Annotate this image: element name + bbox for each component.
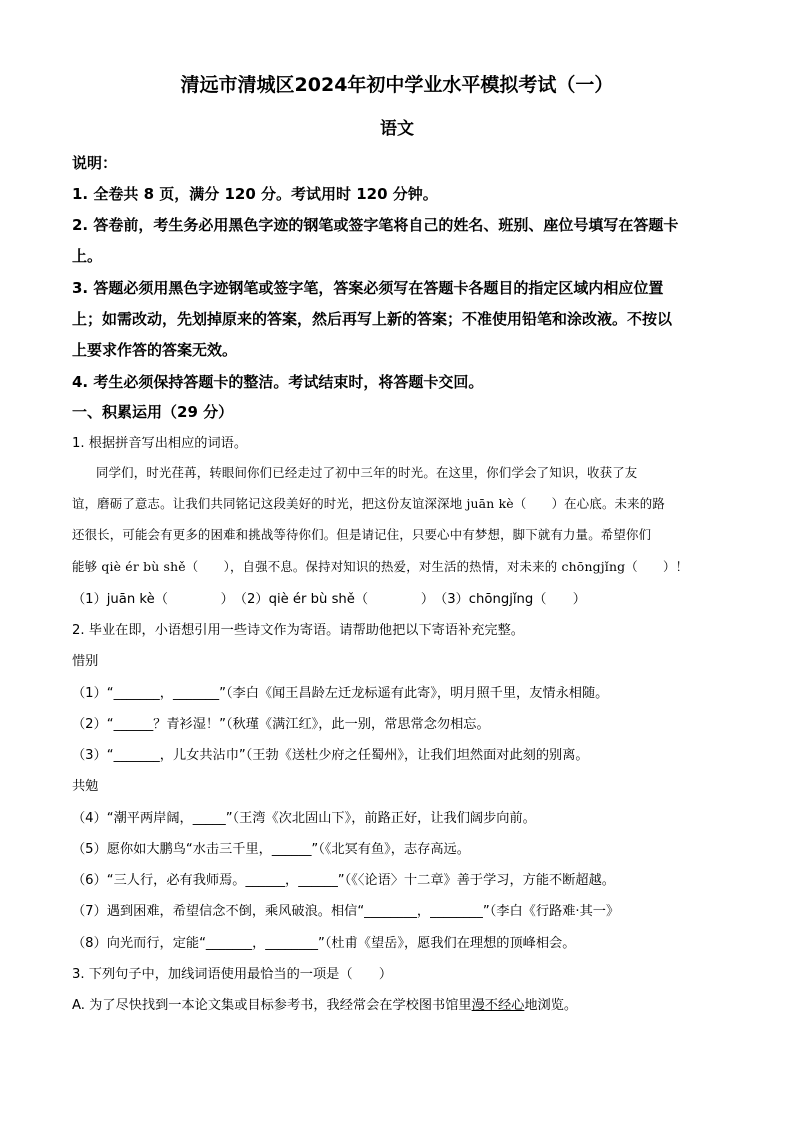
instruction-3: 3. 答题必须用黑色字迹钢笔或签字笔，答案必须写在答题卡各题目的指定区域内相应位置 xyxy=(72,279,664,297)
question-1-answers: （1）juān kè（ ） （2）qiè ér bù shě（ ） （3）chōngjǐng（ ） xyxy=(72,592,586,607)
passage-line-1: 同学们，时光荏苒，转眼间你们已经走过了初中三年的时光。在这里，你们学会了知识，收获了友 xyxy=(96,465,638,480)
instruction-2-cont: 上。 xyxy=(72,247,103,265)
instruction-2: 2. 答卷前，考生务必用黑色字迹的钢笔或签字笔将自己的姓名、班别、座位号填写在答题卡 xyxy=(72,216,679,234)
section-heading: 一、积累运用（29 分） xyxy=(72,403,234,421)
instruction-3-cont: 上；如需改动，先划掉原来的答案，然后再写上新的答案；不准使用铅笔和涂改液。不按以 xyxy=(72,310,673,328)
fill-line-6: （6）“三人行，必有我师焉。______，______”（《〈论语〉十二章》善于学习，方能不断超越。 xyxy=(72,873,615,888)
fill-line-3: （3）“_______，儿女共沾巾”（王勃《送杜少府之任蜀州》，让我们坦然面对此刻的别离。 xyxy=(72,748,589,763)
instruction-3-end: 上要求作答的答案无效。 xyxy=(72,341,238,359)
question-2-stem: 2. 毕业在即，小语想引用一些诗文作为寄语。请帮助他把以下寄语补充完整。 xyxy=(72,623,524,638)
underlined-word: 漫不经心 xyxy=(471,998,525,1013)
fill-line-8: （8）向光而行，定能“_______，________”（杜甫《望岳》，愿我们在理想的顶峰相会。 xyxy=(72,936,576,951)
fill-line-1: （1）“_______，_______”（李白《闻王昌龄左迁龙标遥有此寄》，明月照千里，友情永相随。 xyxy=(72,686,609,701)
option-a xyxy=(72,994,732,1013)
fill-line-2: （2）“______？青衫湿！”（秋瑾《满江红》，此一别，常思常念勿相忘。 xyxy=(72,717,490,732)
question-1-stem: 1. 根据拼音写出相应的词语。 xyxy=(72,436,248,451)
instruction-1: 1. 全卷共 8 页，满分 120 分。考试用时 120 分钟。 xyxy=(72,185,438,203)
passage-line-2: 谊，磨砺了意志。让我们共同铭记这段美好的时光，把这份友谊深深地 juān kè（ ）在心底。未来的路 xyxy=(72,496,665,511)
passage-line-4: 能够 qiè ér bù shě（ ），自强不息。保持对知识的热爱，对生活的热情，对未来的 chōngjǐng（ ）！ xyxy=(72,559,689,574)
subject-title: 语文 xyxy=(380,119,414,139)
passage-line-3: 还很长，可能会有更多的困难和挑战等待你们。但是请记住，只要心中有梦想，脚下就有力量。希望你们 xyxy=(72,527,652,542)
question-3-stem: 3. 下列句子中，加线词语使用最恰当的一项是（ ） xyxy=(72,967,393,982)
group-heading-farewell: 惜别 xyxy=(72,654,99,669)
page-title: 清远市清城区2024年初中学业水平模拟考试（一） xyxy=(180,74,614,96)
instruction-4: 4. 考生必须保持答题卡的整洁。考试结束时，将答题卡交回。 xyxy=(72,373,484,391)
fill-line-4: （4）“潮平两岸阔，_____”（王湾《次北固山下》，前路正好，让我们阔步向前。 xyxy=(72,811,536,826)
instructions-label: 说明： xyxy=(72,154,118,172)
group-heading-encourage: 共勉 xyxy=(72,779,99,794)
fill-line-5: （5）愿你如大鹏鸟“水击三千里，______”（《北冥有鱼》，志存高远。 xyxy=(72,842,470,857)
option-a-text-post: 地浏览。 xyxy=(524,998,578,1013)
option-a-text-pre: A. 为了尽快找到一本论文集或目标参考书，我经常会在学校图书馆里 xyxy=(72,998,472,1013)
fill-line-7: （7）遇到困难，希望信念不倒，乘风破浪。相信“________，________”（李白《行路难·其一》 xyxy=(72,904,620,919)
